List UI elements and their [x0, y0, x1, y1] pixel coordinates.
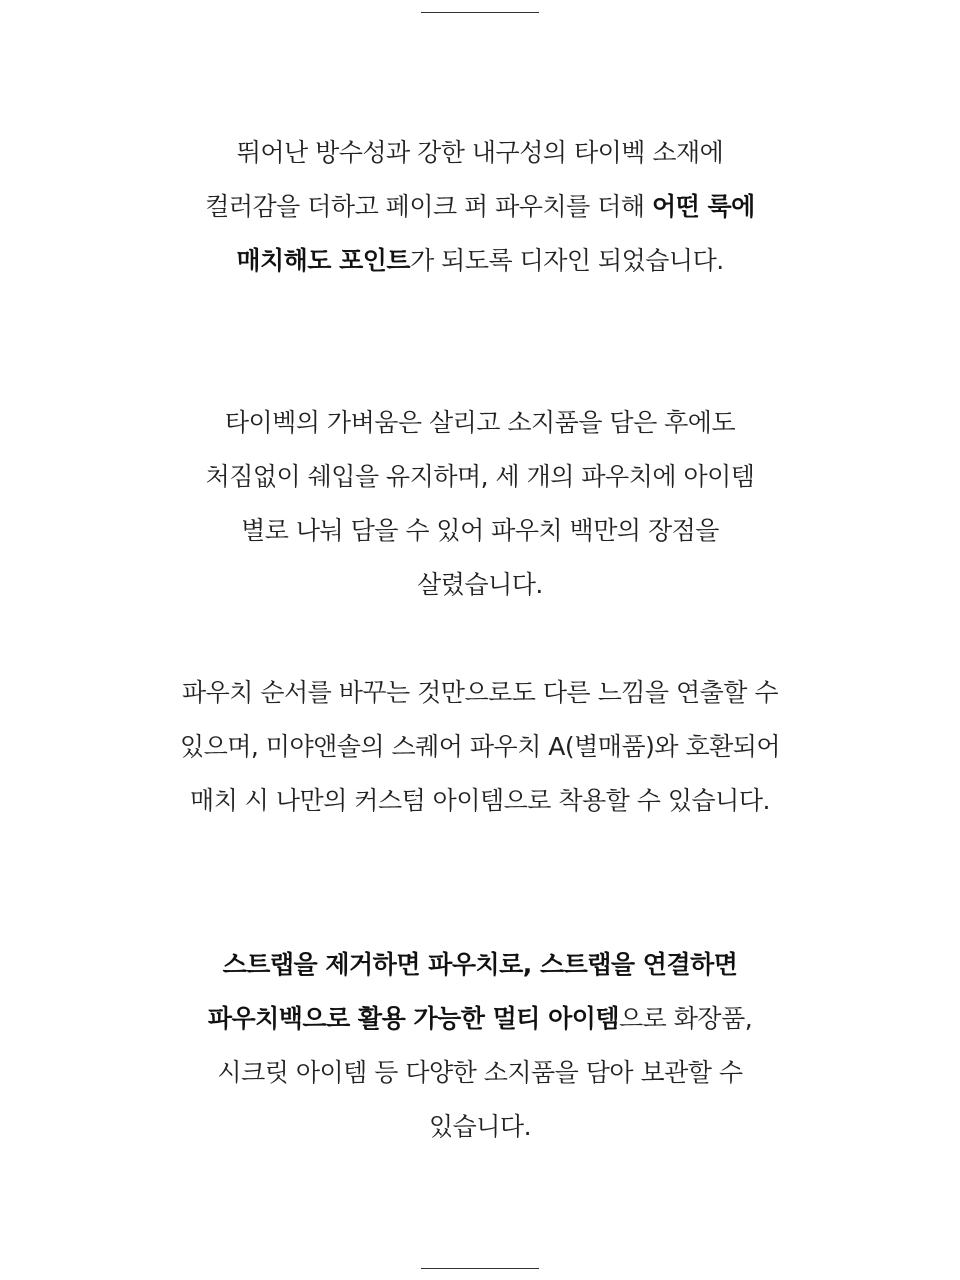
paragraph-line — [0, 244, 960, 278]
text-span: 있습니다. — [428, 1112, 532, 1141]
text-span: 컬러감을 더하고 페이크 퍼 파우치를 더해 — [205, 192, 652, 221]
text-span: 파우치 순서를 바꾸는 것만으로도 다른 느낌을 연출할 수 — [181, 678, 779, 707]
text-span: 으로 화장품, — [619, 1004, 753, 1033]
paragraph-line — [0, 136, 960, 170]
text-span: 처짐없이 쉐입을 유지하며, 세 개의 파우치에 아이템 — [205, 462, 755, 491]
paragraph-line — [0, 948, 960, 982]
paragraph-line — [0, 406, 960, 440]
paragraph-line — [0, 1056, 960, 1090]
paragraph-line — [0, 568, 960, 602]
text-span: 타이벡의 가벼움은 살리고 소지품을 담은 후에도 — [224, 408, 736, 437]
emphasis-text: 파우치백으로 활용 가능한 멀티 아이템 — [207, 1004, 620, 1033]
paragraph-line — [0, 784, 960, 818]
text-span: 별로 나눠 담을 수 있어 파우치 백만의 장점을 — [241, 516, 719, 545]
text-span: 매치 시 나만의 커스텀 아이템으로 착용할 수 있습니다. — [190, 786, 770, 815]
emphasis-text: 스트랩을 제거하면 파우치로, 스트랩을 연결하면 — [222, 950, 738, 979]
paragraph-line — [0, 1002, 960, 1036]
bottom-divider — [421, 1268, 539, 1269]
text-span: 있으며, 미야앤솔의 스퀘어 파우치 A(별매품)와 호환되어 — [179, 732, 781, 761]
top-divider — [421, 12, 539, 13]
text-span: 뛰어난 방수성과 강한 내구성의 타이벡 소재에 — [236, 138, 724, 167]
paragraph-line — [0, 514, 960, 548]
text-span: 시크릿 아이템 등 다양한 소지품을 담아 보관할 수 — [217, 1058, 743, 1087]
paragraph-line — [0, 460, 960, 494]
emphasis-text: 어떤 룩에 — [651, 192, 755, 221]
paragraph-line — [0, 1110, 960, 1144]
paragraph-line — [0, 190, 960, 224]
emphasis-text: 매치해도 포인트 — [236, 246, 411, 275]
text-span: 가 되도록 디자인 되었습니다. — [410, 246, 724, 275]
text-span: 살렸습니다. — [417, 570, 543, 599]
paragraph-line — [0, 676, 960, 710]
paragraph-line — [0, 730, 960, 764]
